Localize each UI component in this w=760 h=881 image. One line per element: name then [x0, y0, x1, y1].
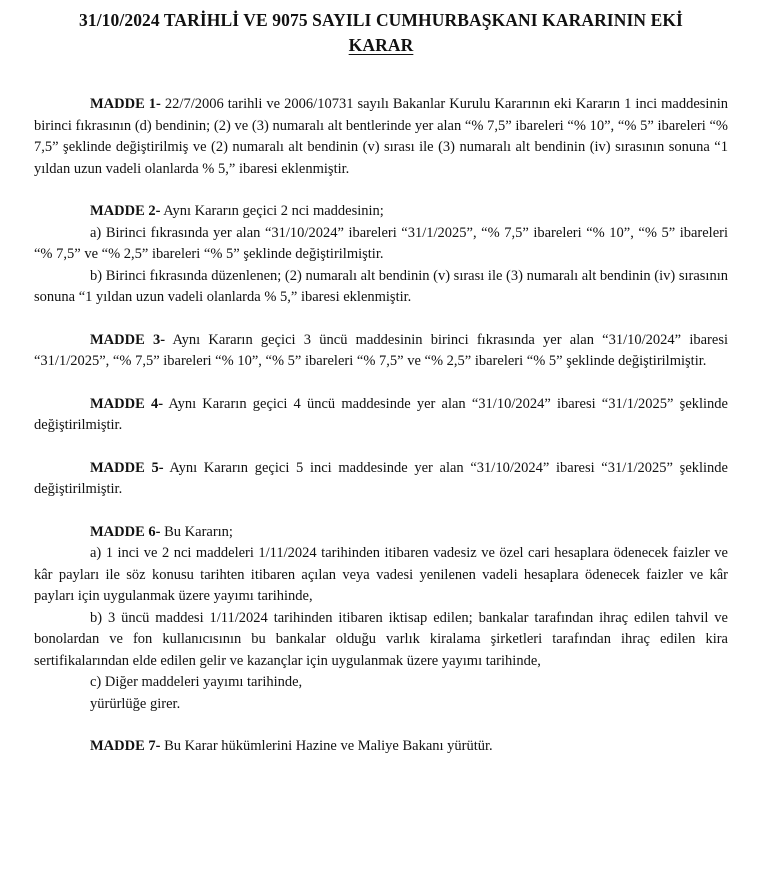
article-3-paragraph — [34, 330, 728, 373]
article-5-text: Aynı Kararın geçici 5 inci maddesinde yer alan “31/10/2024” ibaresi “31/1/2025” şeklinde değiştirilmiştir. — [34, 459, 728, 497]
article-5-paragraph — [34, 458, 728, 501]
decision-document — [34, 8, 728, 758]
article-4-text: Aynı Kararın geçici 4 üncü maddesinde yer alan “31/10/2024” ibaresi “31/1/2025” şeklinde değiştirilmiştir. — [34, 395, 728, 433]
article-1-text: 22/7/2006 tarihli ve 2006/10731 sayılı Bakanlar Kurulu Kararının eki Kararın 1 inci maddesinin birinci fıkrasının (d) bendinin; (2) ve (3) numaralı alt bentlerinde yer alan “% 7,5” ibareleri “% 10”, “% 5” ibareleri “% 7,5” şeklinde değiştirilmiş ve (2) numaralı alt bendinin (v) sırası ile (3) numaralı alt bendinin (iv) sırasının sonuna “1 yıldan uzun vadeli olanlarda % 5,” ibaresi eklenmiştir. — [34, 96, 728, 177]
article-6-label: MADDE 6- — [90, 523, 161, 540]
article-3-label: MADDE 3- — [90, 331, 166, 348]
article-2-paragraph — [34, 201, 728, 223]
article-7-text: Bu Karar hükümlerini Hazine ve Maliye Bakanı yürütür. — [160, 738, 493, 754]
article-1 — [34, 94, 728, 180]
article-6-item-a: a) 1 inci ve 2 nci maddeleri 1/11/2024 tarihinden itibaren vadesiz ve özel cari hesaplara ödenecek faizler ve kâr payları ile söz konusu tarihten itibaren açılan veya vadesi yenilenen vadeli hesaplara ödenecek faizler ve kâr payları için uygulanmak üzere yayımı tarihinde, — [34, 545, 728, 604]
article-7-label: MADDE 7- — [90, 738, 161, 754]
article-4-paragraph — [34, 394, 728, 437]
document-title-line-1: 31/10/2024 TARİHLİ VE 9075 SAYILI CUMHURBAŞKANI KARARININ EKİ — [79, 10, 683, 30]
article-6-paragraph — [34, 522, 728, 544]
article-4 — [34, 394, 728, 437]
document-title-line-2 — [34, 33, 728, 58]
article-3 — [34, 330, 728, 373]
article-7 — [34, 736, 728, 758]
article-3-text: Aynı Kararın geçici 3 üncü maddesinin birinci fıkrasında yer alan “31/10/2024” ibaresi “31/1/2025”, “% 7,5” ibareleri “% 10”, “% 5” ibareleri “% 7,5” ve “% 2,5” ibareleri “% 5” şeklinde değiştirilmiştir. — [34, 331, 728, 369]
article-6-item-b: b) 3 üncü maddesi 1/11/2024 tarihinden itibaren iktisap edilen; bankalar tarafından ihraç edilen tahvil ve bonolardan ve fon kullanıcısının bu bankalar olduğu varlık kiralama şirketleri tarafından ihraç edilen kira sertifikalarından elde edilen gelir ve kazançlar için uygulanmak üzere yayımı tarihinde, — [34, 609, 728, 669]
article-5-label: MADDE 5- — [90, 459, 164, 476]
article-7-paragraph — [34, 736, 728, 758]
article-5 — [34, 458, 728, 501]
article-2-item-b: b) Birinci fıkrasında düzenlenen; (2) numaralı alt bendinin (v) sırası ile (3) numaralı alt bendinin (iv) sırasının sonuna “1 yıldan uzun vadeli olanlarda % 5,” ibaresi eklenmiştir. — [34, 267, 728, 305]
article-2-label: MADDE 2- — [90, 203, 161, 219]
article-1-paragraph — [34, 94, 728, 180]
article-6-item-c: c) Diğer maddeleri yayımı tarihinde, — [90, 674, 303, 690]
article-6-text: Bu Kararın; — [160, 523, 233, 540]
article-1-label: MADDE 1- — [90, 96, 161, 112]
article-2-item-a: a) Birinci fıkrasında yer alan “31/10/2024” ibareleri “31/1/2025”, “% 7,5” ibareleri “% 10”, “% 5” ibareleri “% 7,5” ve “% 2,5” ibareleri “% 5” şeklinde değiştirilmiştir. — [34, 224, 728, 262]
article-2-text: Aynı Kararın geçici 2 nci maddesinin; — [160, 203, 384, 219]
document-title-karar: KARAR — [348, 35, 414, 55]
article-6 — [34, 522, 728, 716]
article-6-closing: yürürlüğe girer. — [90, 695, 181, 712]
article-2 — [34, 201, 728, 309]
article-4-label: MADDE 4- — [90, 395, 164, 412]
